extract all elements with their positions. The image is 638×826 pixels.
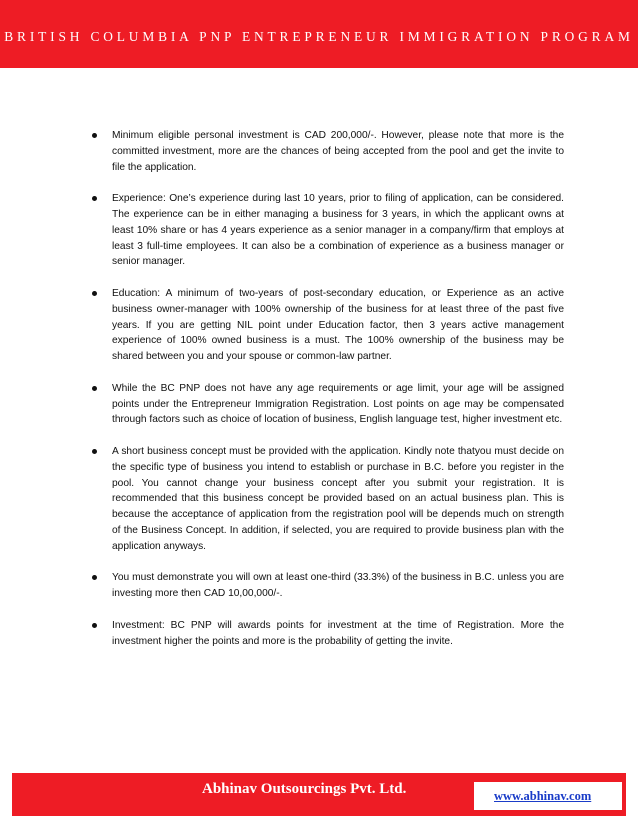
bullet-icon [92, 196, 97, 201]
bullet-item-investment-points [90, 618, 564, 650]
footer-banner [12, 773, 626, 816]
bullet-text: Minimum eligible personal investment is CAD 200,000/-. However, please note that more is the committed investment, more are the chances of being accepted from the pool and get the invite to file the application. [112, 130, 564, 173]
bullet-item-age [90, 381, 564, 428]
bullet-item-ownership [90, 570, 564, 602]
bullet-item-business-concept [90, 444, 564, 555]
bullet-icon [92, 623, 97, 628]
bullet-icon [92, 449, 97, 454]
bullet-icon [92, 291, 97, 296]
bullet-list [90, 128, 564, 649]
bullet-text: While the BC PNP does not have any age requirements or age limit, your age will be assigned points under the Entrepreneur Immigration Registration. Lost points on age may be compensated through factors such as choice of location of business, English language test, higher investment etc. [112, 382, 564, 426]
content-area [90, 128, 564, 665]
bullet-item-experience [90, 191, 564, 270]
bullet-text: Investment: BC PNP will awards points for investment at the time of Registration. More the investment higher the points and more is the probability of getting the invite. [112, 619, 564, 647]
bullet-item-min-investment [90, 128, 564, 175]
bullet-text: Experience: One’s experience during last 10 years, prior to filing of application, can be considered. The experience can be in either managing a business for 3 years, in which the applicant owns at least 10% share or has 4 years experience as a senior manager in a company/firm that employs at least 3 full-time employees. It can also be a combination of experience as a business manager or senior manager. [112, 193, 564, 268]
website-link[interactable]: www.abhinav.com [494, 789, 592, 803]
bullet-item-education [90, 286, 564, 365]
header-banner [0, 0, 638, 68]
header-title: BRITISH COLUMBIA PNP ENTREPRENEUR IMMIGRATION PROGRAM [4, 29, 634, 44]
footer-company-name: Abhinav Outsourcings Pvt. Ltd. [202, 781, 407, 797]
bullet-text: You must demonstrate you will own at least one-third (33.3%) of the business in B.C. unless you are investing more then CAD 10,00,000/-. [112, 572, 564, 600]
bullet-text: Education: A minimum of two-years of post-secondary education, or Experience as an active business owner-manager with 100% ownership of the business for at least three of the past five years. If you are getting NIL point under Education factor, then 3 years active management experience of 100% owned business is a must. The 100% ownership of the business may be shared between you and your spouse or common-law partner. [112, 287, 564, 363]
bullet-icon [92, 386, 97, 391]
bullet-text: A short business concept must be provided with the application. Kindly note thatyou must decide on the specific type of business you intend to establish or purchase in B.C. before you register in the pool. You cannot change your business concept after you submit your registration. It is recommended that this business concept be provided based on an actual business plan. This is because the acceptance of application from the registration pool will be depends much on strength of the Business Concept. In addition, if selected, you are required to provide business plan with the application anyways. [112, 445, 564, 552]
footer-website-box [474, 782, 622, 810]
bullet-icon [92, 133, 97, 138]
bullet-icon [92, 575, 97, 580]
